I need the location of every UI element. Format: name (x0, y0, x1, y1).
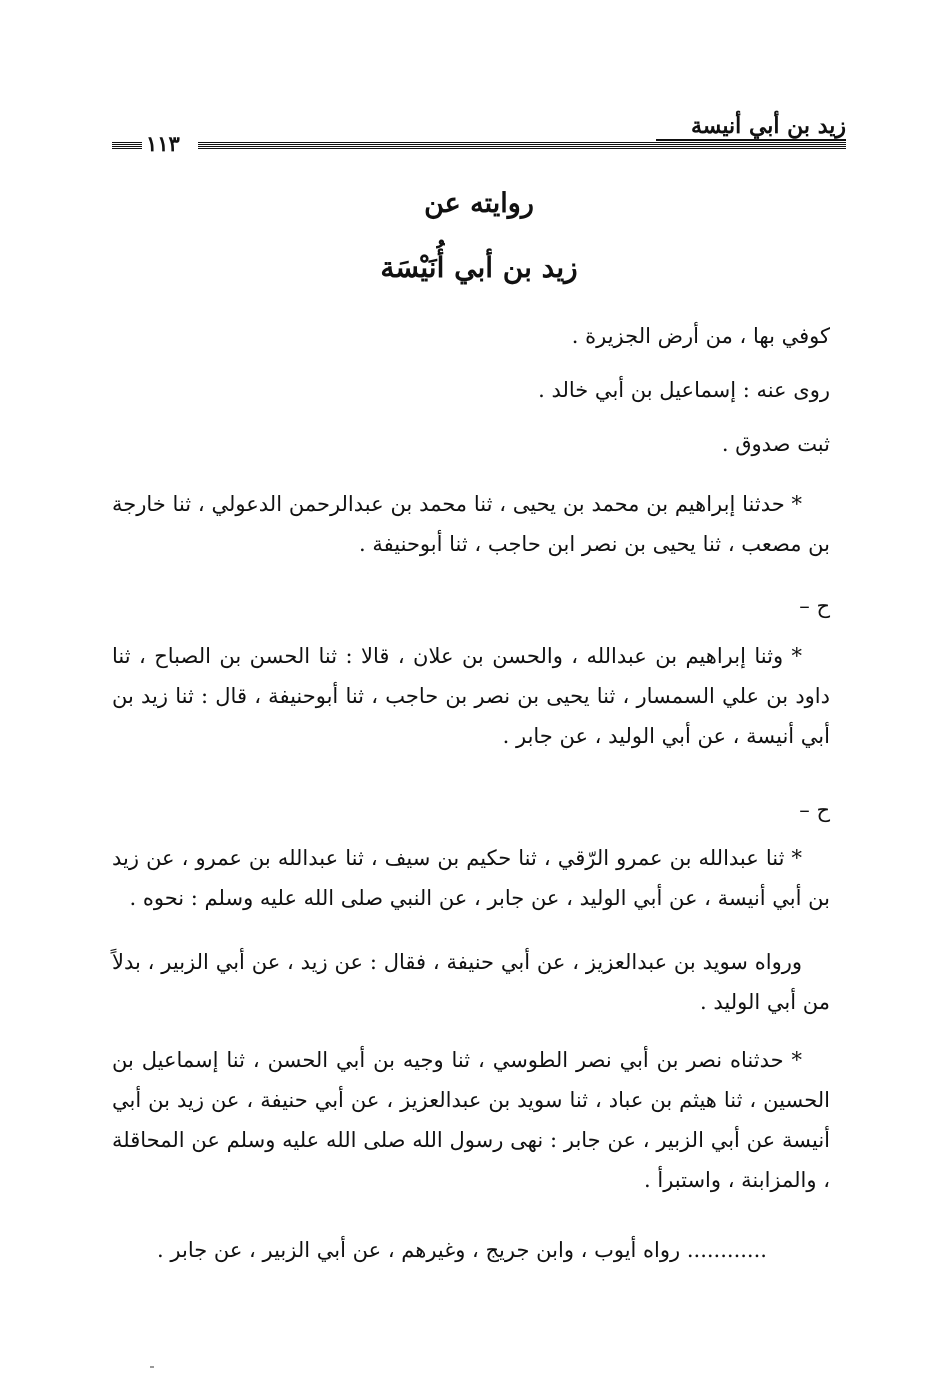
paragraph-isnad-3: * ثنا عبدالله بن عمرو الرّقي ، ثنا حكيم بن سيف ، ثنا عبدالله بن عمرو ، عن زيد بن أبي أنيسة ، عن أبي الوليد ، عن جابر ، عن النبي صلى الله عليه وسلم : نحوه . (112, 846, 830, 910)
section-heading-line2: زيد بن أبي أُنَيْسَة (380, 251, 578, 284)
tahwil-mark-1: ح – (799, 594, 830, 618)
paragraph-narrator: روى عنه : إسماعيل بن أبي خالد . (538, 378, 830, 402)
paragraph-isnad-2: * وثنا إبراهيم بن عبدالله ، والحسن بن علان ، قالا : ثنا الحسن بن الصباح ، ثنا داود بن علي السمسار ، ثنا يحيى بن نصر بن حاجب ، ثنا أبوحنيفة ، قال : ثنا زيد بن أبي أنيسة ، عن أبي الوليد ، عن جابر . (112, 644, 830, 748)
paragraph-isnad-1: * حدثنا إبراهيم بن محمد بن يحيى ، ثنا محمد بن عبدالرحمن الدعولي ، ثنا خارجة بن مصعب ، ثنا يحيى بن نصر ابن حاجب ، ثنا أبوحنيفة . (112, 492, 830, 556)
section-heading-line1: روايته عن (424, 188, 534, 219)
scan-speck (150, 1366, 154, 1368)
closing-line: ............ رواه أيوب ، وابن جريج ، وغيرهم ، عن أبي الزبير ، عن جابر . (157, 1238, 767, 1262)
running-title: زيد بن أبي أنيسة (690, 113, 846, 139)
paragraph-origin: كوفي بها ، من أرض الجزيرة . (571, 324, 830, 348)
page-number: ١١٣ (146, 131, 180, 156)
page-header (112, 112, 846, 156)
paragraph-grading: ثبت صدوق . (721, 432, 830, 456)
paragraph-variant: ورواه سويد بن عبدالعزيز ، عن أبي حنيفة ، فقال : عن زيد ، عن أبي الزبير ، بدلاً من أبي الوليد . (112, 950, 830, 1014)
header-rule (198, 142, 846, 150)
title-underline (656, 139, 846, 141)
tahwil-mark-2: ح – (799, 798, 830, 822)
header-rule-stub (112, 142, 142, 150)
paragraph-isnad-4: * حدثناه نصر بن أبي نصر الطوسي ، ثنا وجيه بن أبي الحسن ، ثنا إسماعيل بن الحسين ، ثنا هيثم بن عباد ، ثنا سويد بن عبدالعزيز ، عن أبي حنيفة ، عن زيد بن أبي أنيسة عن أبي الزبير ، عن جابر : نهى رسول الله صلى الله عليه وسلم عن المحاقلة ، والمزابنة ، واستبرأ . (112, 1048, 830, 1192)
